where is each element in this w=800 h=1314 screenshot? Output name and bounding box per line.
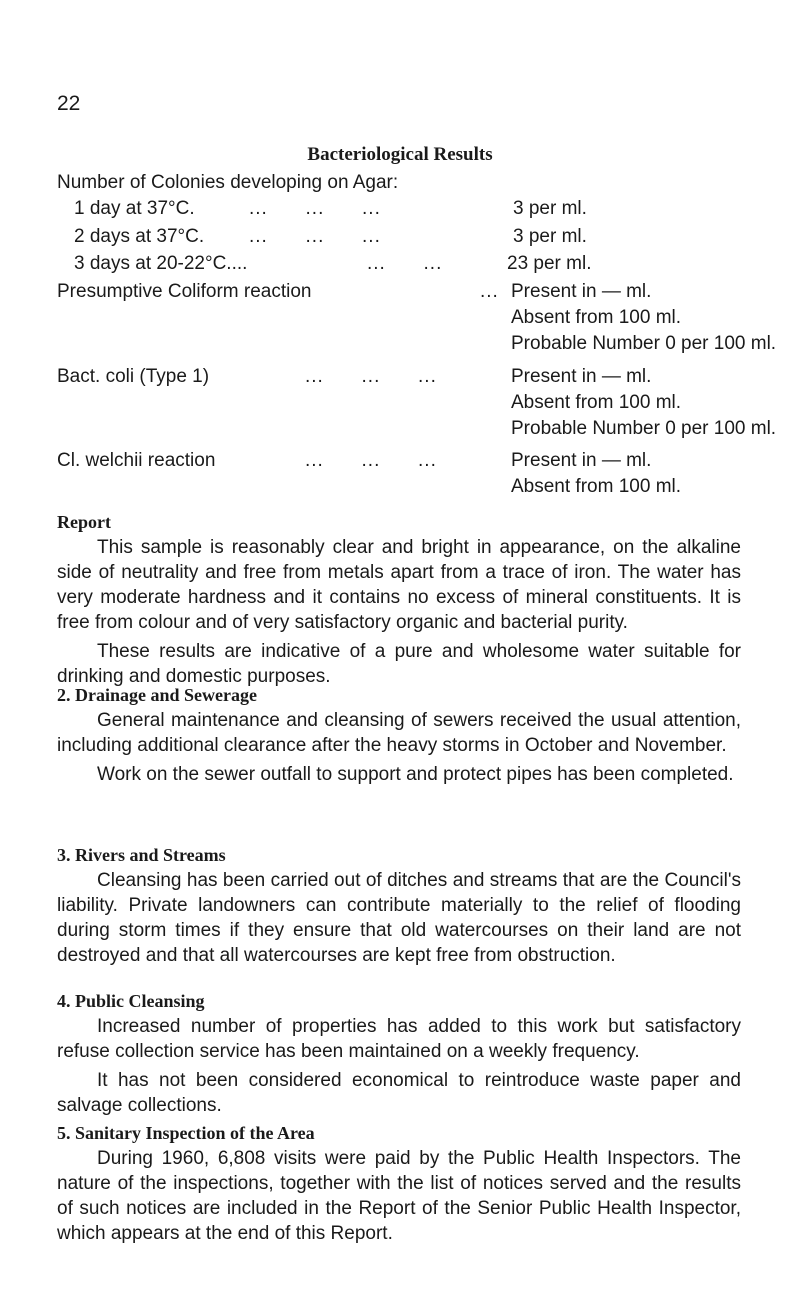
section-heading: 4. Public Cleansing <box>57 991 205 1011</box>
test-block <box>0 450 800 504</box>
rivers-section <box>57 843 741 968</box>
leader-dots: ... ... ... <box>249 226 381 247</box>
section-paragraph: General maintenance and cleansing of sewers received the usual attention, including additional clearance after the heavy storms in October and November. <box>57 710 741 756</box>
section-paragraph: During 1960, 6,808 visits were paid by the Public Health Inspectors. The nature of the inspections, together with the list of notices served and the results of such notices are included in the Report of the Senior Public Health Inspector, which appears at the end of this Report. <box>57 1148 741 1244</box>
test-block <box>0 366 800 446</box>
leader-dots: ... ... <box>367 253 443 274</box>
leader-dots: ... ... ... <box>305 366 437 387</box>
colony-label: 2 days at 37°C. <box>74 226 205 247</box>
test-label: Bact. coli (Type 1) <box>57 366 210 387</box>
test-result: Present in — ml. <box>511 281 652 302</box>
page-number: 22 <box>57 92 81 115</box>
colony-row <box>0 226 800 252</box>
test-label: Cl. welchii reaction <box>57 450 216 471</box>
leader-dots: ... ... ... <box>249 198 381 219</box>
colony-value: 3 per ml. <box>513 226 587 247</box>
leader-dots: ... ... ... <box>305 450 437 471</box>
sanitary-section <box>57 1121 741 1246</box>
colony-value: 3 per ml. <box>513 198 587 219</box>
colony-row <box>0 198 800 224</box>
report-heading: Report <box>57 512 111 532</box>
test-result: Absent from 100 ml. <box>511 307 682 328</box>
test-result: Probable Number 0 per 100 ml. <box>511 333 777 354</box>
page-title: Bacteriological Results <box>307 144 493 165</box>
section-paragraph: Increased number of properties has added to this work but satisfactory refuse collection service has been maintained on a weekly frequency. <box>57 1016 741 1062</box>
section-heading: 3. Rivers and Streams <box>57 845 226 865</box>
drainage-section <box>57 683 741 787</box>
report-paragraph: These results are indicative of a pure and wholesome water suitable for drinking and domestic purposes. <box>57 641 741 687</box>
test-result: Present in — ml. <box>511 366 652 387</box>
section-paragraph: Cleansing has been carried out of ditches and streams that are the Council's liability. Private landowners can contribute materially to the relief of flooding during storm times if they ensure that old watercourses on their land are not destroyed and that all watercourses are kept free from obstruction. <box>57 870 741 966</box>
colony-value: 23 per ml. <box>507 253 592 274</box>
colony-label: 3 days at 20-22°C.... <box>74 253 248 274</box>
section-heading: 2. Drainage and Sewerage <box>57 685 257 705</box>
colonies-heading: Number of Colonies developing on Agar: <box>57 172 399 193</box>
test-result: Present in — ml. <box>511 450 652 471</box>
test-block <box>0 281 800 361</box>
colony-row <box>0 253 800 279</box>
section-heading: 5. Sanitary Inspection of the Area <box>57 1123 315 1143</box>
report-section <box>57 510 741 689</box>
test-label: Presumptive Coliform reaction <box>57 281 312 302</box>
section-paragraph: Work on the sewer outfall to support and protect pipes has been completed. <box>97 764 734 785</box>
test-result: Absent from 100 ml. <box>511 392 682 413</box>
test-result: Probable Number 0 per 100 ml. <box>511 418 777 439</box>
leader-dots: ... <box>480 281 499 302</box>
cleansing-section <box>57 989 741 1118</box>
colony-label: 1 day at 37°C. <box>74 198 195 219</box>
report-paragraph: This sample is reasonably clear and bright in appearance, on the alkaline side of neutrality and free from metals apart from a trace of iron. The water has very moderate hardness and it contains no excess of mineral constituents. It is free from colour and of very satisfactory organic and bacterial purity. <box>57 537 741 633</box>
section-paragraph: It has not been considered economical to reintroduce waste paper and salvage collections. <box>57 1070 741 1116</box>
test-result: Absent from 100 ml. <box>511 476 682 497</box>
